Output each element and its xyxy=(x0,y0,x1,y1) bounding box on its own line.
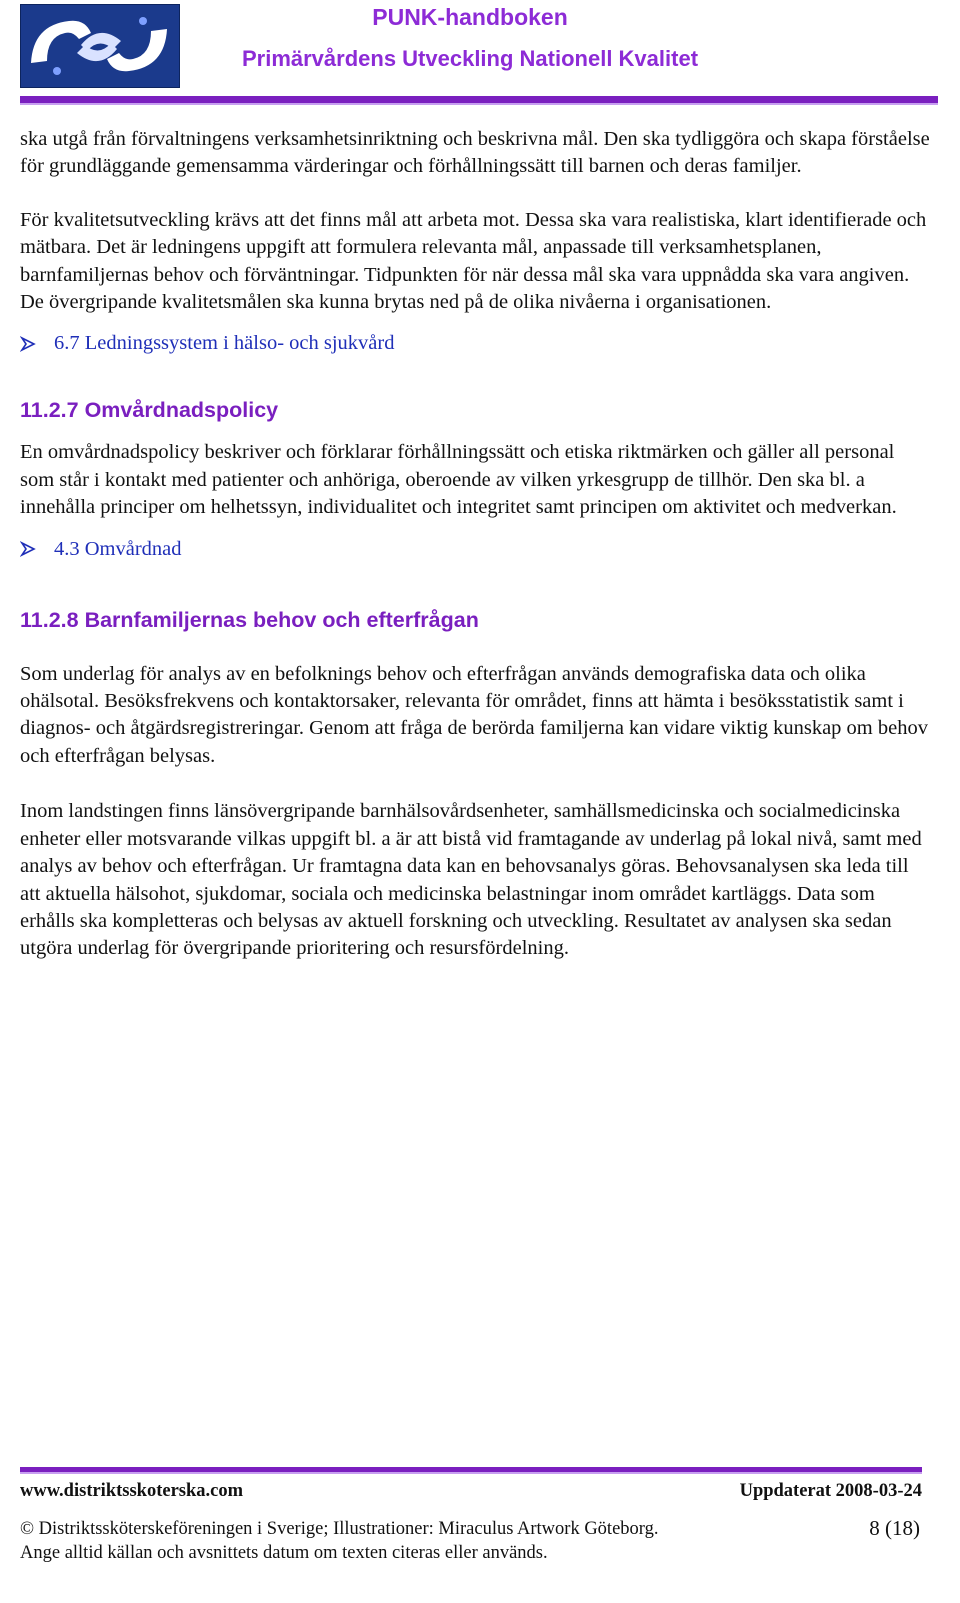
footer-divider-light xyxy=(20,1472,922,1474)
paragraph-omvardnadspolicy: En omvårdnadspolicy beskriver och förklarar förhållningssätt och etiska riktmärken och gäller all personal som står i kontakt med patienter och anhöriga, oberoende av vilken yrkesgrupp de tillhör. Den ska bl. a innehålla principer om helhetssyn, individualitet och integritet samt principen om aktivitet och medverkan. xyxy=(20,441,897,519)
link-label[interactable]: 4.3 Omvårdnad xyxy=(54,537,182,560)
paragraph-landstingen: Inom landstingen finns länsövergripande barnhälsovårdsenheter, samhällsmedicinska och socialmedicinska enheter eller motsvarande vilkas uppgift bl. a är att bistå vid framtagande av underlag på lokal nivå, samt med analys av behov och efterfrågan. Ur framtagna data kan en behovsanalys göras. Behovsanalysen ska leda till att aktuella hälsohot, sjukdomar, sociala och medicinska belastningar inom området kartläggs. Data som erhålls ska kompletteras och belysas av aktuell forskning och utveckling. Resultatet av analysen ska sedan utgöra underlag för övergripande prioritering och resursfördelning. xyxy=(20,800,922,960)
link-label[interactable]: 6.7 Ledningssystem i hälso- och sjukvård xyxy=(54,332,395,355)
paragraph-goals: För kvalitetsutveckling krävs att det finns mål att arbeta mot. Dessa ska vara realistiska, klart identifierade och mätbara. Det är ledningens uppgift att formulera relevanta mål, anpassade till verksamhetsplanen, barnfamiljernas behov och förväntningar. Tidpunkten för när dessa mål ska vara uppnådda ska vara angiven. De övergripande kvalitetsmålen ska kunna brytas ned på de olika nivåerna i organisationen. xyxy=(20,208,927,314)
link-ledningssystem[interactable] xyxy=(20,330,930,357)
footer-website: www.distriktsskoterska.com xyxy=(20,1481,244,1501)
section-heading-barnfamiljernas-behov: 11.2.8 Barnfamiljernas behov och efterfrågan xyxy=(20,607,479,632)
arrow-bullet-icon xyxy=(20,541,38,557)
header-subtitle: Primärvårdens Utveckling Nationell Kvalitet xyxy=(241,46,699,71)
footer-copyright: © Distriktssköterskeföreningen i Sverige; Illustrationer: Miraculus Artwork Göteborg. xyxy=(20,1519,659,1539)
footer-note: Ange alltid källan och avsnittets datum om texten citeras eller används. xyxy=(20,1543,548,1563)
paragraph-analys: Som underlag för analys av en befolknings behov och efterfrågan används demografiska data och olika ohälsotal. Besöksfrekvens och kontaktorsaker, relevanta för området, finns att hämta i besöksstatistik samt i diagnos- och åtgärdsregistreringar. Genom att fråga de berörda familjerna kan vidare viktig kunskap om behov och efterfrågan belysas. xyxy=(20,662,928,767)
header-divider-light xyxy=(20,103,938,105)
header-title: PUNK-handboken xyxy=(372,4,568,30)
logo xyxy=(20,4,180,88)
header-divider xyxy=(20,96,938,103)
document-body xyxy=(20,126,930,963)
page-number: 8 (18) xyxy=(869,1516,920,1540)
link-omvardnad[interactable] xyxy=(20,536,930,563)
logo-emblem xyxy=(21,5,179,87)
paragraph-intro: ska utgå från förvaltningens verksamhetsinriktning och beskrivna mål. Den ska tydliggöra och skapa förståelse för grundläggande gemensamma värderingar och förhållningssätt till barnen och deras familjer. xyxy=(20,128,930,178)
section-heading-omvardnadspolicy: 11.2.7 Omvårdnadspolicy xyxy=(20,398,279,423)
arrow-bullet-icon xyxy=(20,336,38,352)
footer-updated-date: Uppdaterat 2008-03-24 xyxy=(739,1481,922,1501)
